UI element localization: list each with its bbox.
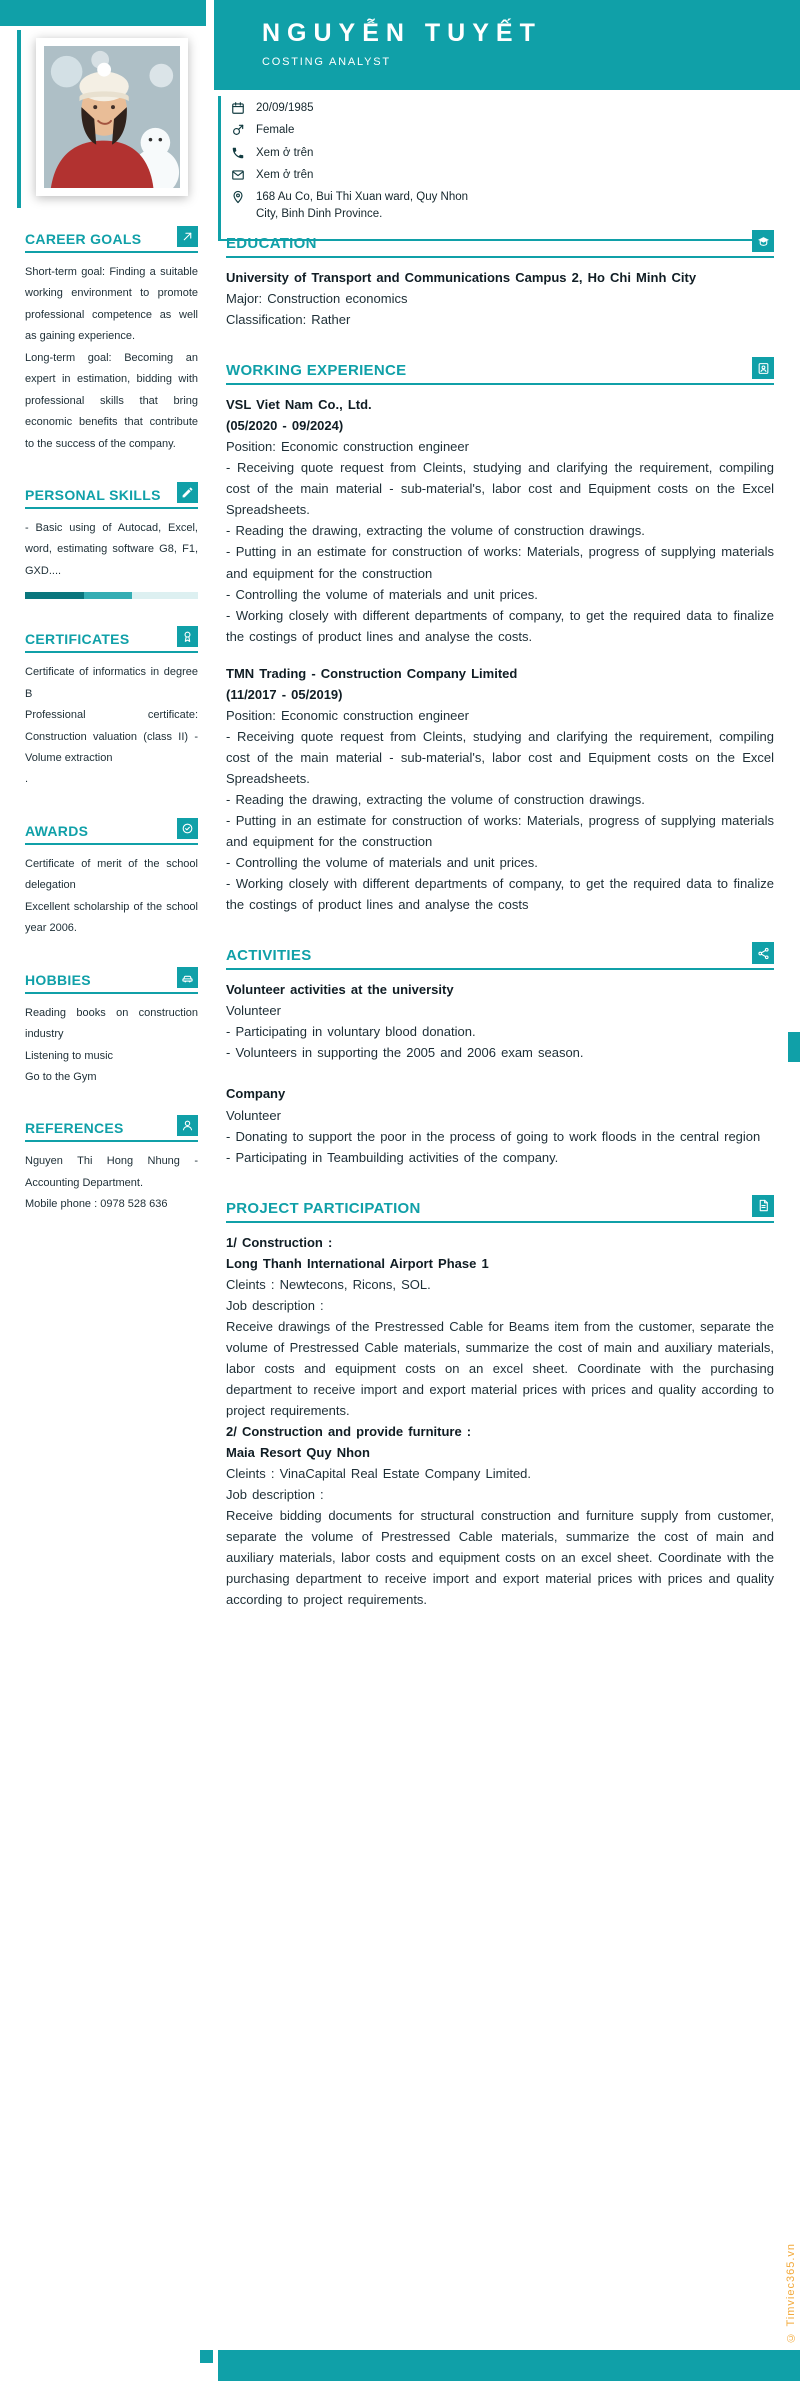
hobby-line: Reading books on construction industry xyxy=(25,1006,198,1041)
activity-heading: Company xyxy=(226,1086,286,1102)
personal-skills-heading xyxy=(25,482,198,509)
activity-group xyxy=(226,979,774,1063)
section-project-participation xyxy=(226,1195,774,1611)
activity-bullet: - Volunteers in supporting the 2005 and 2006 exam season. xyxy=(226,1045,584,1061)
job-position: Position: Economic construction engineer xyxy=(226,707,469,723)
project-participation-heading xyxy=(226,1195,774,1223)
activities-heading xyxy=(226,942,774,970)
job-bullet: - Working closely with different departments of company, to get the required data to finalize the costings of product lines and analyse the costs. xyxy=(226,607,774,644)
contact-phone xyxy=(231,145,774,162)
project-jobdesc-label: Job description : xyxy=(226,1487,324,1503)
person-icon xyxy=(177,1115,198,1136)
contact-address-line1: 168 Au Co, Bui Thi Xuan ward, Quy Nhon xyxy=(256,191,469,203)
award-line: Excellent scholarship of the school year 2006. xyxy=(25,900,198,935)
certificate-line: . xyxy=(25,773,29,786)
job-company: TMN Trading - Construction Company Limited xyxy=(226,665,518,681)
candidate-name: NGUYỄN TUYẾT xyxy=(262,19,542,47)
job-bullet: - Controlling the volume of materials and unit prices. xyxy=(226,586,538,602)
contact-address-text xyxy=(256,189,468,224)
section-awards xyxy=(25,818,198,940)
working-experience-title: WORKING EXPERIENCE xyxy=(226,362,407,380)
career-goals-body xyxy=(25,262,198,455)
contact-block xyxy=(218,96,774,241)
section-working-experience xyxy=(226,357,774,915)
activities-title: ACTIVITIES xyxy=(226,947,312,965)
job-company: VSL Viet Nam Co., Ltd. xyxy=(226,397,372,413)
job-bullet: - Receiving quote request from Cleints, studying and clarifying the requirement, compiling cost of the main material - sub-material's, labor cost and Equipment costs on the Excel Spreadsheets. xyxy=(226,460,774,518)
header-banner xyxy=(214,0,800,90)
project-participation-title: PROJECT PARTICIPATION xyxy=(226,1199,421,1217)
job-bullet: - Working closely with different departments of company, to get the required data to finalize the costings of product lines and analyse the costs xyxy=(226,876,774,913)
activity-heading: Volunteer activities at the university xyxy=(226,982,454,998)
project-description: Receive bidding documents for structural construction and furniture supply from customer, separate the volume of Prestressed Cable materials, summarize the cost of main and auxiliary materials, labor costs and equipment costs on an excel sheet. Coordinate with the purchasing department to receive import and export material prices with prices and quality according to project requirements. xyxy=(226,1508,774,1608)
activities-body xyxy=(226,979,774,1167)
activity-group xyxy=(226,1083,774,1167)
career-goal-long: Long-term goal: Becoming an expert in estimation, bidding with professional skills that bring economic benefits that contribute to the success of the company. xyxy=(25,351,198,450)
certificates-body xyxy=(25,662,198,791)
project-number: 2/ Construction and provide furniture : xyxy=(226,1424,472,1440)
certificate-line: Professional certificate: Construction valuation (class II) - Volume extraction xyxy=(25,709,198,764)
certificates-heading xyxy=(25,626,198,653)
skill-progress-fill xyxy=(25,592,132,599)
job-period: (11/2017 - 05/2019) xyxy=(226,686,343,702)
personal-skills-text: - Basic using of Autocad, Excel, word, estimating software G8, F1, GXD.... xyxy=(25,521,198,577)
project-participation-body xyxy=(226,1232,774,1611)
car-icon xyxy=(177,967,198,988)
education-body xyxy=(226,267,774,330)
working-experience-body xyxy=(226,394,774,915)
hobbies-heading xyxy=(25,967,198,994)
top-left-teal-strip xyxy=(0,0,206,26)
photo-accent-bar xyxy=(17,30,21,208)
project-entry xyxy=(226,1232,774,1421)
contact-phone-text: Xem ở trên xyxy=(256,146,314,159)
section-personal-skills xyxy=(25,482,198,599)
references-body xyxy=(25,1151,198,1215)
project-description: Receive drawings of the Prestressed Cable for Beams item from the customer, separate the volume of Prestressed Cable materials, summarize the cost of main and auxiliary materials, labor costs and equipment costs on an excel sheet. Coordinate with the purchasing department to receive import and export material prices with prices and quality according to project requirements. xyxy=(226,1318,774,1419)
right-edge-teal-tab xyxy=(788,1032,800,1062)
references-title: REFERENCES xyxy=(25,1120,124,1137)
section-activities xyxy=(226,942,774,1167)
profile-photo xyxy=(44,46,180,188)
project-name: Maia Resort Quy Nhon xyxy=(226,1445,370,1461)
education-major: Major: Construction economics xyxy=(226,291,408,307)
contact-email xyxy=(231,167,774,184)
references-heading xyxy=(25,1115,198,1142)
document-icon xyxy=(752,1195,774,1217)
certificates-title: CERTIFICATES xyxy=(25,631,130,648)
awards-body xyxy=(25,854,198,940)
gender-icon xyxy=(231,123,246,138)
activity-sub: Volunteer xyxy=(226,1107,281,1123)
project-jobdesc-label: Job description : xyxy=(226,1297,324,1313)
education-heading xyxy=(226,230,774,258)
working-experience-heading xyxy=(226,357,774,385)
section-hobbies xyxy=(25,967,198,1089)
awards-heading xyxy=(25,818,198,845)
id-badge-icon xyxy=(752,357,774,379)
contact-address-line2: City, Binh Dinh Province. xyxy=(256,208,383,221)
project-clients: Cleints : VinaCapital Real Estate Company Limited. xyxy=(226,1466,532,1482)
skill-progress-bar xyxy=(25,592,198,599)
activity-bullet: - Participating in voluntary blood donation. xyxy=(226,1024,476,1040)
contact-email-text: Xem ở trên xyxy=(256,168,314,181)
medal-icon xyxy=(177,818,198,839)
certificate-line: Certificate of informatics in degree B xyxy=(25,666,198,700)
project-entry xyxy=(226,1421,774,1610)
section-career-goals xyxy=(25,226,198,455)
job-bullet: - Putting in an estimate for construction of works: Materials, progress of supplying materials and equipment for the construction xyxy=(226,544,774,581)
left-column xyxy=(25,226,198,1243)
activity-bullet: - Participating in Teambuilding activities of the company. xyxy=(226,1149,559,1165)
job-position: Position: Economic construction engineer xyxy=(226,439,469,455)
awards-title: AWARDS xyxy=(25,822,89,839)
footer-teal-band xyxy=(218,2350,800,2381)
hobbies-body xyxy=(25,1003,198,1089)
personal-skills-title: PERSONAL SKILLS xyxy=(25,486,161,503)
career-goals-title: CAREER GOALS xyxy=(25,231,142,247)
project-name: Long Thanh International Airport Phase 1 xyxy=(226,1255,489,1271)
badge-icon xyxy=(177,626,198,647)
personal-skills-body xyxy=(25,518,198,599)
right-column xyxy=(226,230,774,1637)
job-bullet: - Controlling the volume of materials and unit prices. xyxy=(226,855,538,871)
phone-icon xyxy=(231,146,246,161)
section-references xyxy=(25,1115,198,1215)
education-classification: Classification: Rather xyxy=(226,312,351,328)
project-clients: Cleints : Newtecons, Ricons, SOL. xyxy=(226,1276,431,1292)
location-pin-icon xyxy=(231,190,246,205)
job-bullet: - Putting in an estimate for construction of works: Materials, progress of supplying materials and equipment for the construction xyxy=(226,813,774,850)
photo-card xyxy=(36,38,188,196)
career-goals-heading xyxy=(25,226,198,253)
education-school: University of Transport and Communications Campus 2, Ho Chi Minh City xyxy=(226,270,697,285)
job-entry xyxy=(226,394,774,647)
arrow-up-right-icon xyxy=(177,226,198,247)
project-number: 1/ Construction : xyxy=(226,1234,333,1250)
watermark: © Timviec365.vn xyxy=(785,2242,797,2343)
pencil-icon xyxy=(177,482,198,503)
activity-bullet: - Donating to support the poor in the process of going to work floods in the central region xyxy=(226,1128,761,1144)
activity-sub: Volunteer xyxy=(226,1003,281,1019)
career-goal-short: Short-term goal: Finding a suitable working environment to promote professional competence as well as gaining experience. xyxy=(25,266,198,343)
award-line: Certificate of merit of the school delegation xyxy=(25,857,198,892)
job-bullet: - Reading the drawing, extracting the volume of construction drawings. xyxy=(226,523,645,539)
hobbies-title: HOBBIES xyxy=(25,971,91,988)
job-bullet: - Reading the drawing, extracting the volume of construction drawings. xyxy=(226,791,645,807)
footer-teal-square xyxy=(200,2350,213,2363)
section-certificates xyxy=(25,626,198,791)
hobby-line: Listening to music xyxy=(25,1049,114,1062)
graduation-cap-icon xyxy=(752,230,774,252)
contact-gender-text: Female xyxy=(256,124,295,137)
contact-dob-text: 20/09/1985 xyxy=(256,102,314,114)
candidate-job-title: COSTING ANALYST xyxy=(262,56,391,68)
job-bullet: - Receiving quote request from Cleints, studying and clarifying the requirement, compiling cost of the main material - sub-material's, labor cost and Equipment costs on the Excel Spreadsheets. xyxy=(226,728,774,786)
job-period: (05/2020 - 09/2024) xyxy=(226,418,344,434)
email-icon xyxy=(231,168,246,183)
section-education xyxy=(226,230,774,330)
contact-gender xyxy=(231,122,774,139)
job-entry xyxy=(226,663,774,916)
contact-dob xyxy=(231,100,774,117)
hobby-line: Go to the Gym xyxy=(25,1070,97,1083)
education-title: EDUCATION xyxy=(226,235,317,252)
reference-line: Mobile phone : 0978 528 636 xyxy=(25,1198,168,1211)
calendar-icon xyxy=(231,101,246,116)
contact-address xyxy=(231,189,774,224)
reference-line: Nguyen Thi Hong Nhung - Accounting Department. xyxy=(25,1155,198,1189)
share-icon xyxy=(752,942,774,964)
